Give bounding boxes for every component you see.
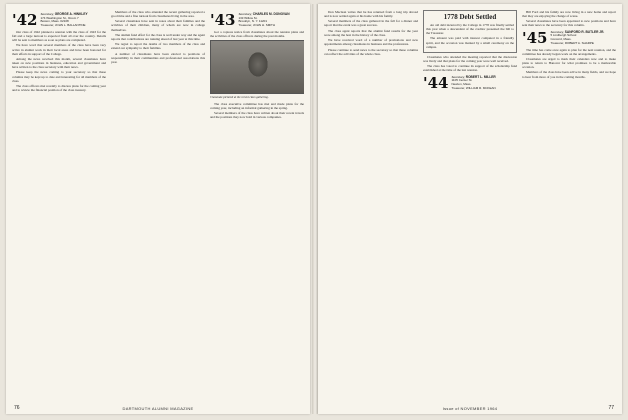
portrait-photo	[210, 40, 304, 94]
article-paragraph: Please keep the news coming to your secretary so that these columns may be kept up to date and interesting for all members of the class.	[12, 70, 106, 83]
article-paragraph: The class officers met recently to discuss plans for the coming year and to review the financial position of the class treasury.	[12, 83, 106, 92]
article-paragraph: The class agent reports that the alumni fund results for the year were among the best in the history of the class.	[324, 28, 418, 37]
article-paragraph: A number of classmates have been elected to positions of responsibility in their communities and professional associations this year.	[111, 51, 205, 64]
class-header-43: '43 Secretary, CHARLES M. DONOVAN 133 Willow St. Brooklyn, N. Y. 11201 Treasurer, JOHN H. SMITH	[210, 11, 290, 29]
article-paragraph: An old debt incurred by the College in 1778 was finally settled this year when a descendant of the creditor presented the bill to the Treasurer.	[426, 23, 514, 36]
page-number: 77	[608, 405, 614, 411]
right-column-1	[324, 10, 418, 396]
article-paragraph: Please continue to send news to the secretary so that these columns can reflect the activities of the whole class.	[324, 47, 418, 56]
article-paragraph: Several members of the class gathered in the fall for a dinner and report that the event was a great success.	[324, 19, 418, 28]
class-header-45: '45 Secretary, SANFORD R. BUTLER JR. 5 Lindbergh School Concord, Mass. Treasurer, ROBERT A. SHARPE	[522, 28, 605, 47]
article-paragraph: The alumni fund effort for the class is well under way and the agent reports that contributions are running ahead of last year at this time.	[111, 32, 205, 41]
right-column-3	[522, 10, 616, 396]
article-paragraph: We regret to report the deaths of two members of the class and extend our sympathy to their families.	[111, 42, 205, 51]
page-footer: DARTMOUTH ALUMNI MAGAZINE	[122, 406, 194, 411]
class-number: '42	[12, 11, 38, 29]
class-number: '44	[423, 73, 449, 92]
article-paragraph: Classmates are urged to mark their calendars now and to make plans to return to Hanover for what promises to be a memorable occasion.	[522, 56, 616, 70]
page-number: 76	[14, 405, 20, 411]
article-paragraph: We have word that several members of the class have been very active in alumni work in their local areas and have been honored for their efforts in support of the College.	[12, 43, 106, 56]
article-paragraph: The amount was paid with interest computed in a friendly spirit, and the occasion was marked by a small ceremony on the campus.	[426, 36, 514, 49]
article-paragraph: Members of the class have been active in many fields, and we hope to hear from more of you in the coming months.	[522, 70, 616, 79]
class-number: '43	[210, 11, 236, 29]
class-number: '45	[522, 28, 548, 47]
article-paragraph: The class has voted to continue its support of the scholarship fund established at the time of the last reunion.	[423, 64, 517, 73]
article-paragraph: The time has come once again to plan for the next reunion, and the committee has already begun work on the arrangements.	[522, 47, 616, 56]
article-paragraph: Several members of the class have written about their recent travels and the positions they now hold in various companies.	[210, 111, 304, 120]
right-column-2	[423, 10, 517, 396]
class-header-44: '44 Secretary, ROBERT L. MILLER 1105 Center St. Newton, Mass. Treasurer, WILLIAM R. MCKEAN	[423, 73, 496, 92]
article-paragraph: Among the news received this month, several classmates have taken on new positions in business, education and government and have written to the class secretary with their news.	[12, 56, 106, 70]
article-paragraph: Several classmates have sent in notes about their families and the activities of their children, many of whom are now in college themselves.	[111, 19, 205, 32]
article-paragraph: Several classmates have been appointed to new positions and have sent their news to the secretary for this column.	[522, 19, 616, 28]
article-paragraph: Bill Ford and his family are now living in a new home and report that they are enjoying the change of scene.	[522, 10, 616, 19]
left-column-1	[12, 10, 106, 396]
photo-caption: Classmate pictured at the recent class gathering.	[210, 95, 269, 100]
article-paragraph: Got a copious notice from classmates about the reunion plans and the activities of the class officers during the past months.	[210, 30, 304, 39]
article-paragraph: Don Maclean writes that he has returned from a long trip abroad and is now settled again at his home with his family.	[324, 10, 418, 19]
article-paragraph: Members of the class who attended the recent gathering reported a good time and a fine turnout from classmates living in the area.	[111, 10, 205, 19]
left-page	[6, 4, 310, 414]
boxed-article	[423, 10, 517, 53]
article-paragraph: The class executive committee has met and made plans for the coming year, including an informal gathering in the spring.	[210, 101, 304, 110]
right-page	[318, 4, 622, 414]
left-column-3	[210, 10, 304, 396]
boxed-article-title: 1778 Debt Settled	[443, 13, 497, 21]
class-header-42: '42 Secretary, GEORGE A. HINKLEY 174 Washington St., Room 7 Boston, Mass. 02108 Treasurer, JOHN L. BALLANTINE	[12, 11, 88, 29]
left-column-2	[111, 10, 205, 396]
article-paragraph: Our class of 1942 planned a reunion with the class of 1943 for the fall and a large turnout is expected from all over the country. Details will be sent to members as soon as plans are completed.	[12, 30, 106, 43]
article-paragraph: Classmates who attended the meeting reported that the discussion was lively and that plans for the coming year were well received.	[423, 54, 517, 64]
page-footer: Issue of NOVEMBER 1964	[442, 406, 498, 411]
article-paragraph: We have received word of a number of promotions and new appointments among classmates in business and the professions.	[324, 38, 418, 47]
